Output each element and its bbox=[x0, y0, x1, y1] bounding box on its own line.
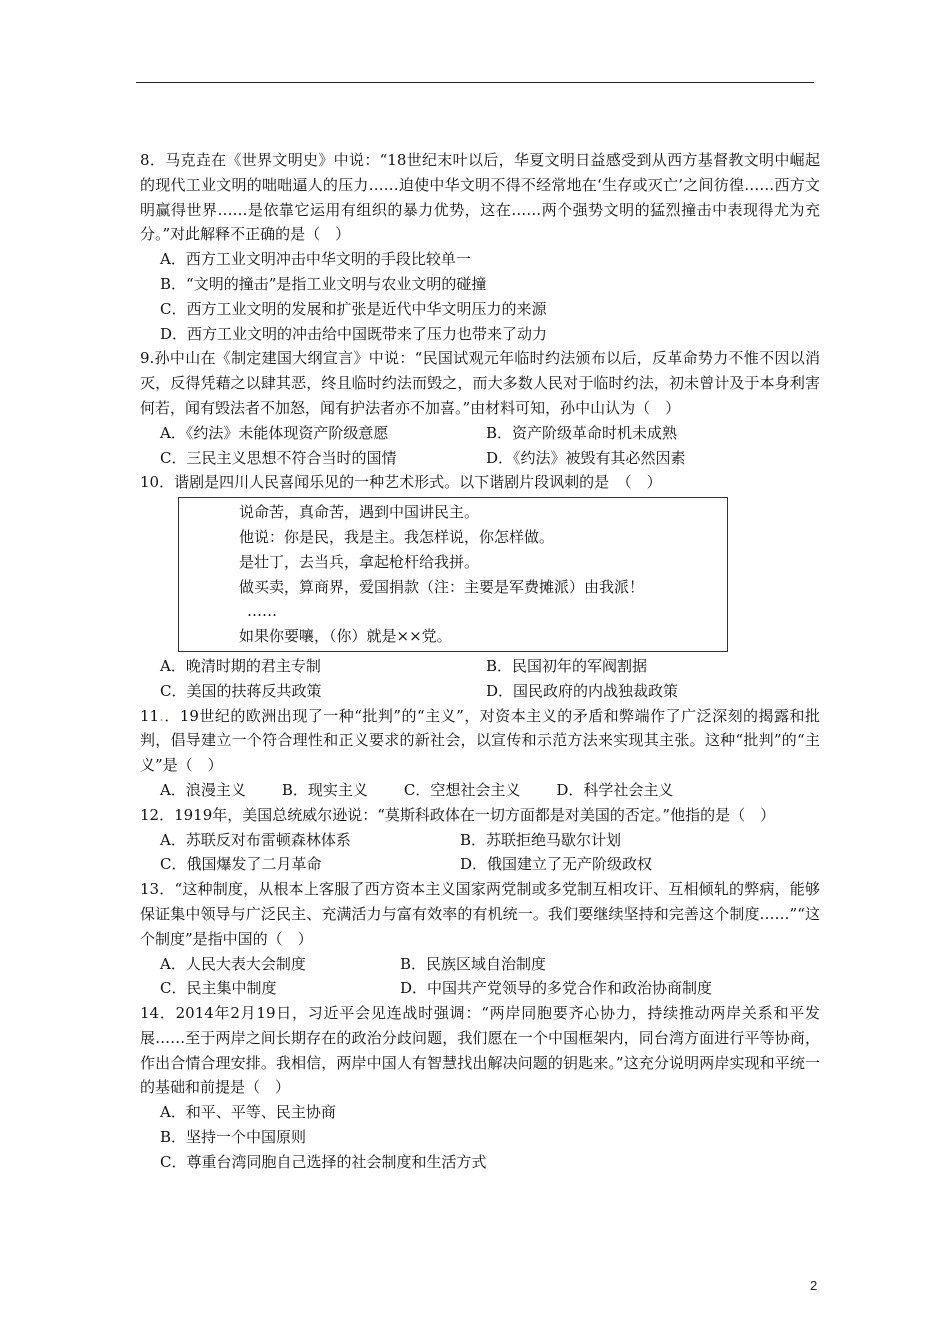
option-b: B．苏联拒绝马歇尔计划 bbox=[460, 830, 622, 849]
question-number-dot: . bbox=[159, 706, 164, 725]
option-b: B．现实主义 bbox=[281, 780, 368, 799]
option-a: A．苏联反对布雷顿森林体系 bbox=[160, 830, 351, 849]
option-b: B．坚持一个中国原则 bbox=[160, 1128, 307, 1147]
option-a: A．《约法》未能体现资产阶级意愿 bbox=[160, 423, 389, 442]
question-stem: 10．谐剧是四川人民喜闻乐见的一种艺术形式。以下谐剧片段讽刺的是 （ ） bbox=[140, 473, 662, 492]
question-stem: 14．2014年2月19日，习近平会见连战时强调：“两岸同胞要齐心协力，持续推动两岸关系和平发展……至于两岸之间长期存在的政治分歧问题，我们愿在一个中国框架内，同台湾方面进行平等协商，作出合情合理安排。我相信，两岸中国人有智慧找出解决问题的钥匙来。”这充分说明两岸实现和平统一的基础和前提是（ ） bbox=[140, 1004, 820, 1097]
excerpt-line: 做买卖，算商界，爱国捐款（注：主要是军费摊派）由我派！ bbox=[239, 577, 645, 596]
options-row bbox=[140, 828, 820, 853]
options-row bbox=[140, 679, 820, 704]
options-row bbox=[140, 446, 820, 471]
excerpt-line: 如果你要嚷，（你）就是××党。 bbox=[239, 627, 452, 646]
option-c: C．俄国爆发了二月革命 bbox=[160, 855, 322, 874]
option-b: B．民族区域自治制度 bbox=[400, 954, 547, 973]
question-stem bbox=[140, 704, 820, 778]
question-8 bbox=[140, 148, 820, 346]
page-number: 2 bbox=[810, 1278, 818, 1293]
question-stem: 8．马克垚在《世界文明史》中说：“18世纪末叶以后，华夏文明日益感受到从西方基督教文明中崛起的现代工业文明的咄咄逼人的压力……迫使中华文明不得不经常地在‘生存或灭亡’之间彷徨……西方文明赢得世界……是依靠它运用有组织的暴力优势，这在……两个强势文明的猛烈撞击中表现得尤为充分。”对此解释不正确的是（ ） bbox=[140, 151, 820, 244]
option-d: D．西方工业文明的冲击给中国既带来了压力也带来了动力 bbox=[160, 324, 548, 343]
excerpt-line: 说命苦，真命苦，遇到中国讲民主。 bbox=[239, 503, 480, 522]
option-b: B．资产阶级革命时机未成熟 bbox=[486, 423, 678, 442]
option-c: C．三民主义思想不符合当时的国情 bbox=[160, 448, 397, 467]
question-9 bbox=[140, 346, 820, 470]
option-a: A．浪漫主义 bbox=[160, 780, 246, 799]
option-c: C．民主集中制度 bbox=[160, 979, 277, 998]
question-10 bbox=[140, 470, 820, 703]
question-14 bbox=[140, 1001, 820, 1175]
option-a: A．晚清时期的君主专制 bbox=[160, 656, 321, 675]
question-stem: 13．“这种制度，从根本上客服了西方资本主义国家两党制或多党制互相攻讦、互相倾轧的弊病，能够保证集中领导与广泛民主、充满活力与富有效率的有机统一。我们要继续坚持和完善这个制度……”“这个制度”是指中国的（ ） bbox=[140, 880, 820, 948]
options-row bbox=[140, 852, 820, 877]
excerpt-line: …… bbox=[247, 602, 277, 621]
question-number: 11 bbox=[140, 706, 160, 725]
option-d: D．《约法》被毁有其必然因素 bbox=[486, 448, 686, 467]
excerpt-line: 他说：你是民，我是主。我怎样说，你怎样做。 bbox=[239, 527, 555, 546]
option-b: B．“文明的撞击”是指工业文明与农业文明的碰撞 bbox=[160, 274, 487, 293]
option-c: C．尊重台湾同胞自己选择的社会制度和生活方式 bbox=[160, 1152, 487, 1171]
options-row bbox=[140, 778, 820, 803]
quoted-excerpt-box bbox=[178, 497, 728, 652]
options-row bbox=[140, 976, 820, 1001]
option-c: C．美国的扶蒋反共政策 bbox=[160, 681, 322, 700]
option-a: A．人民大表大会制度 bbox=[160, 954, 306, 973]
option-d: D．俄国建立了无产阶级政权 bbox=[460, 855, 653, 874]
question-13 bbox=[140, 877, 820, 1001]
option-d: D．国民政府的内战独裁政策 bbox=[486, 681, 679, 700]
options-row bbox=[140, 952, 820, 977]
header-rule bbox=[136, 82, 814, 83]
question-list bbox=[140, 148, 820, 1175]
question-stem: 12．1919年，美国总统威尔逊说：“莫斯科政体在一切方面都是对美国的否定。”他指的是（ ） bbox=[140, 805, 776, 824]
option-c: C．西方工业文明的发展和扩张是近代中华文明压力的来源 bbox=[160, 299, 547, 318]
options-row bbox=[140, 654, 820, 679]
question-11 bbox=[140, 704, 820, 803]
option-d: D．科学社会主义 bbox=[556, 780, 674, 799]
option-d: D．中国共产党领导的多党合作和政治协商制度 bbox=[400, 979, 713, 998]
option-a: A．西方工业文明冲击中华文明的手段比较单一 bbox=[160, 250, 471, 269]
question-stem: 9.孙中山在《制定建国大纲宣言》中说：“民国试观元年临时约法颁布以后，反革命势力不惟不因以消灭，反得凭藉之以肆其恶，终且临时约法而毁之，而大多数人民对于临时约法，初未曾计及于本身利害何若，闻有毁法者不加怒，闻有护法者亦不加喜。”由材料可知，孙中山认为（ ） bbox=[140, 349, 820, 417]
option-b: B．民国初年的军阀割据 bbox=[486, 656, 648, 675]
options-row bbox=[140, 421, 820, 446]
option-c: C．空想社会主义 bbox=[403, 780, 521, 799]
option-a: A．和平、平等、民主协商 bbox=[160, 1103, 336, 1122]
excerpt-line: 是壮丁，去当兵，拿起枪杆给我拼。 bbox=[239, 552, 480, 571]
question-12 bbox=[140, 803, 820, 877]
question-text: ．19世纪的欧洲出现了一种“批判”的“主义”，对资本主义的矛盾和弊端作了广泛深刻的揭露和批判，倡导建立一个符合理性和正义要求的新社会，以宣传和示范方法来实现其主张。这种“批判”的“主义”是（ ） bbox=[140, 706, 820, 775]
